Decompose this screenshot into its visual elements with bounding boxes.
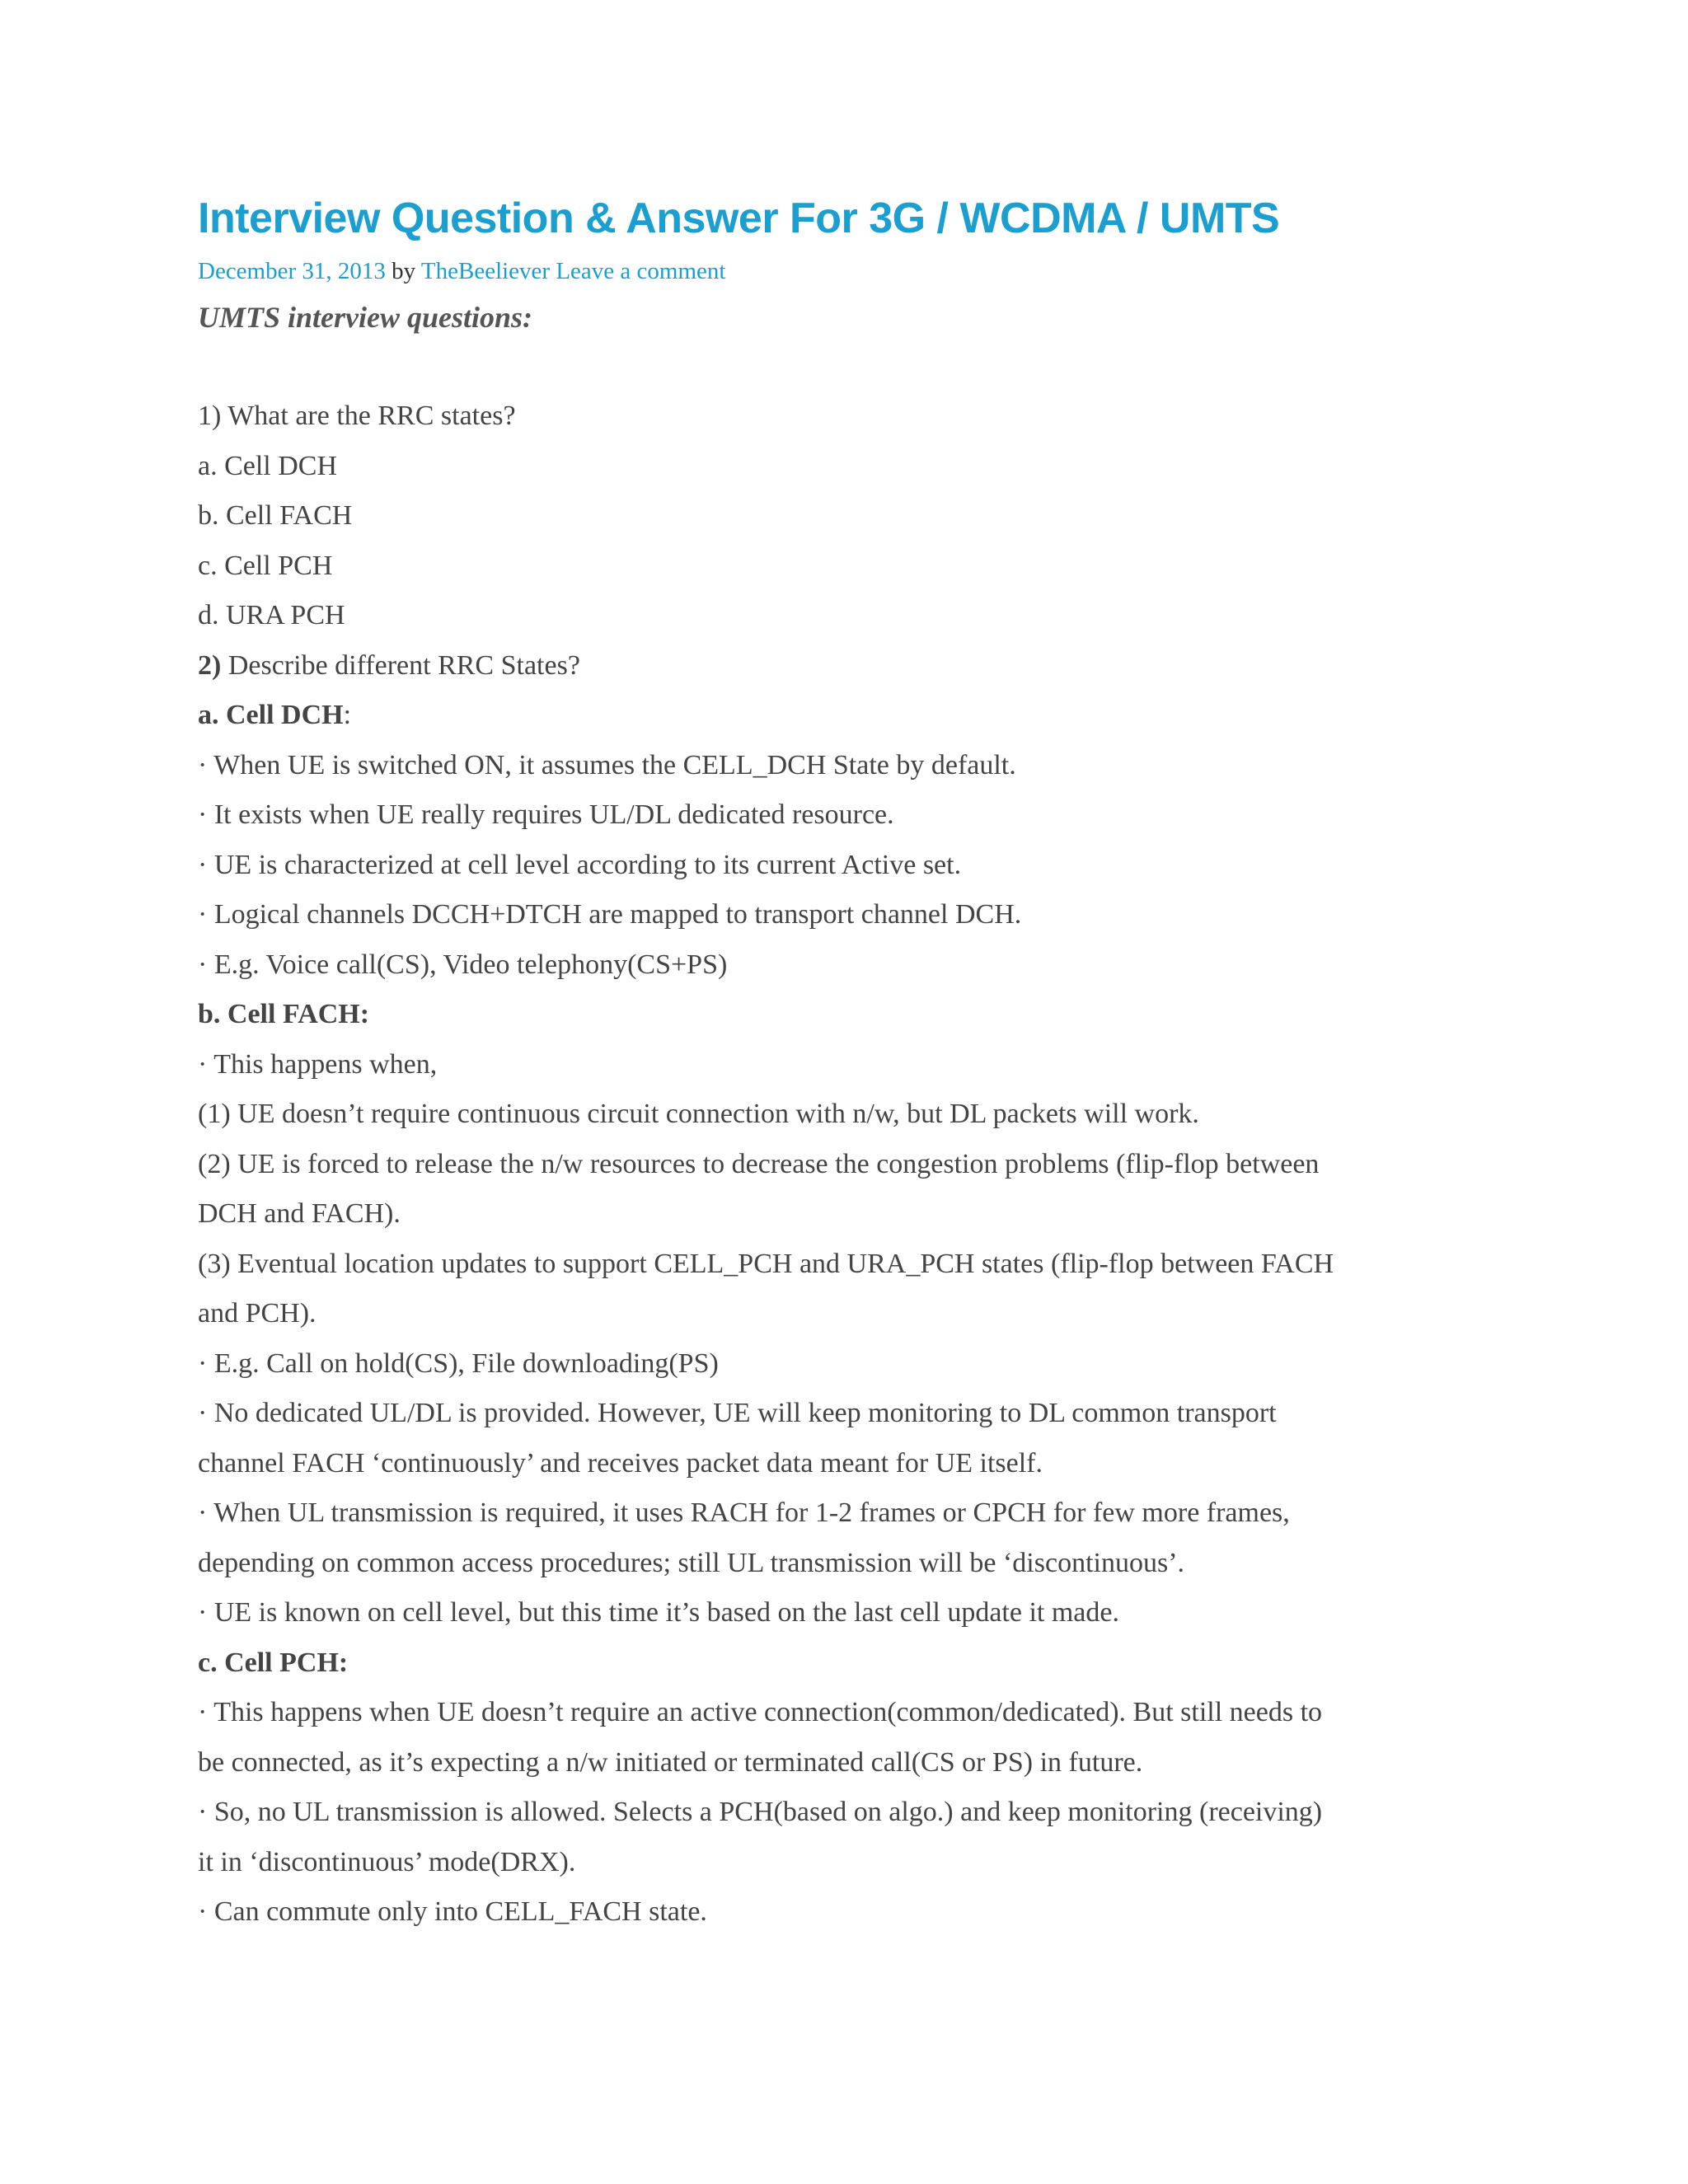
post-date-link[interactable]: December 31, 2013 xyxy=(198,258,386,284)
body-line: and PCH). xyxy=(198,1298,316,1329)
answer-option: c. Cell PCH xyxy=(198,550,333,581)
answer-option: b. Cell FACH xyxy=(198,500,353,531)
by-label: by xyxy=(392,258,416,284)
body-line: (1) UE doesn’t require continuous circuit connection with n/w, but DL packets will work. xyxy=(198,1099,1199,1129)
body-line: · E.g. Call on hold(CS), File downloading(PS) xyxy=(198,1347,719,1379)
question-2-number: 2) xyxy=(198,649,222,681)
body-line: · E.g. Voice call(CS), Video telephony(CS+PS) xyxy=(198,949,728,980)
body-line: · No dedicated UL/DL is provided. However, UE will keep monitoring to DL common transport xyxy=(198,1398,1277,1428)
answer-option: d. URA PCH xyxy=(198,600,345,630)
leave-comment-link[interactable]: Leave a comment xyxy=(556,258,726,284)
body-line: DCH and FACH). xyxy=(198,1198,401,1229)
body-line: · Logical channels DCCH+DTCH are mapped to transport channel DCH. xyxy=(198,899,1022,930)
document-page xyxy=(198,185,1500,1938)
body-line: · Can commute only into CELL_FACH state. xyxy=(198,1896,707,1927)
body-line: (3) Eventual location updates to support CELL_PCH and URA_PCH states (flip-flop between FACH xyxy=(198,1248,1334,1279)
author-link[interactable]: TheBeeliever xyxy=(420,258,551,284)
body-line: · When UE is switched ON, it assumes the CELL_DCH State by default. xyxy=(198,749,1016,780)
article-body xyxy=(198,391,1500,1938)
cell-pch-heading: c. Cell PCH: xyxy=(198,1647,349,1678)
body-line: (2) UE is forced to release the n/w resources to decrease the congestion problems (flip-flop between xyxy=(198,1148,1320,1179)
body-line: · UE is characterized at cell level according to its current Active set. xyxy=(198,849,962,880)
body-line: depending on common access procedures; still UL transmission will be ‘discontinuous’. xyxy=(198,1547,1185,1578)
cell-fach-heading: b. Cell FACH: xyxy=(198,999,370,1029)
body-line: · UE is known on cell level, but this time it’s based on the last cell update it made. xyxy=(198,1597,1119,1628)
body-line: channel FACH ‘continuously’ and receives packet data meant for UE itself. xyxy=(198,1447,1043,1479)
body-line: · This happens when, xyxy=(198,1048,438,1080)
cell-dch-colon: : xyxy=(343,700,352,730)
body-line: be connected, as it’s expecting a n/w initiated or terminated call(CS or PS) in future. xyxy=(198,1746,1143,1778)
page-title: Interview Question & Answer For 3G / WCDMA / UMTS xyxy=(198,194,1280,242)
post-meta xyxy=(198,253,1500,289)
body-line: · It exists when UE really requires UL/DL dedicated resource. xyxy=(198,799,894,830)
body-line: it in ‘discontinuous’ mode(DRX). xyxy=(198,1846,576,1877)
body-line: · So, no UL transmission is allowed. Selects a PCH(based on algo.) and keep monitoring (receiving) xyxy=(198,1797,1323,1827)
section-subtitle: UMTS interview questions: xyxy=(198,301,533,334)
body-line: · This happens when UE doesn’t require an active connection(common/dedicated). But still needs to xyxy=(198,1697,1323,1727)
cell-dch-heading: a. Cell DCH xyxy=(198,700,344,730)
question-1: 1) What are the RRC states? xyxy=(198,401,516,431)
cell-dch-heading-line xyxy=(198,691,1500,741)
question-2 xyxy=(198,641,1500,691)
question-2-text: Describe different RRC States? xyxy=(221,649,580,681)
answer-option: a. Cell DCH xyxy=(198,450,338,481)
body-line: · When UL transmission is required, it uses RACH for 1-2 frames or CPCH for few more frames, xyxy=(198,1497,1290,1528)
